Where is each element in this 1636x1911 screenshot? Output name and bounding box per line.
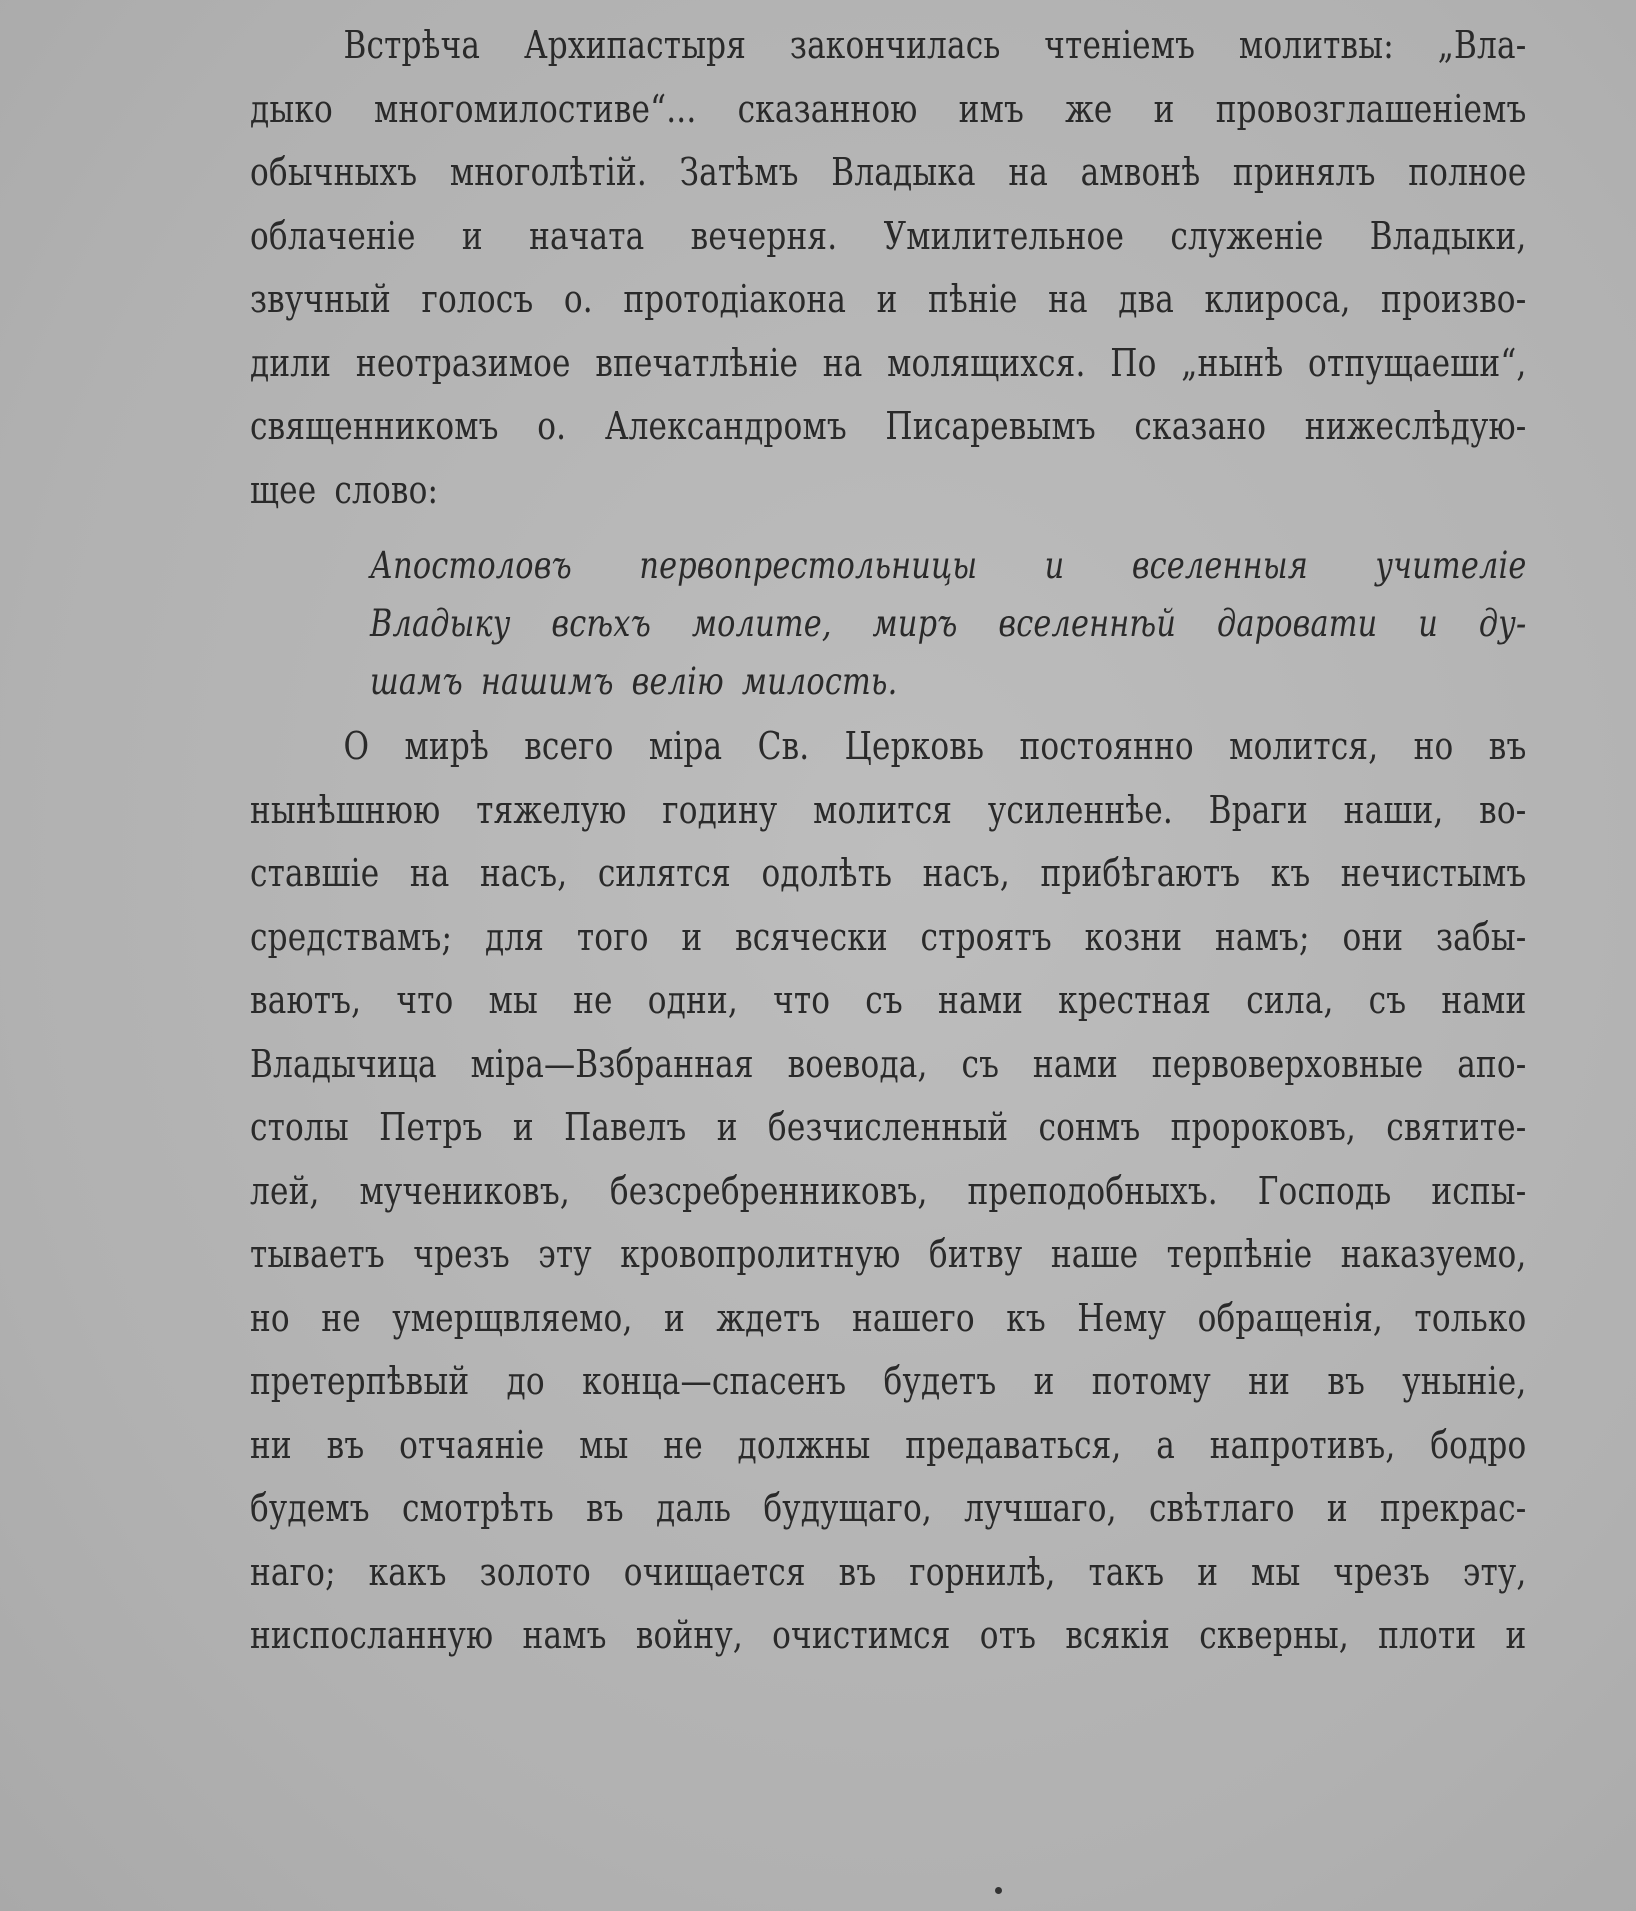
word: такъ bbox=[1088, 1549, 1165, 1594]
word: Затѣмъ bbox=[679, 150, 799, 194]
word: имъ bbox=[958, 86, 1024, 131]
word: средствамъ; bbox=[250, 914, 453, 959]
text-line bbox=[250, 1160, 1527, 1224]
word: безсребренниковъ, bbox=[609, 1168, 928, 1213]
word: нечистымъ bbox=[1340, 851, 1527, 895]
word: Писаревымъ bbox=[885, 404, 1096, 448]
word: впечатлѣніе bbox=[595, 340, 799, 385]
word: бодро bbox=[1430, 1422, 1527, 1467]
word: наказуемо, bbox=[1340, 1232, 1527, 1276]
word: тываетъ bbox=[250, 1232, 385, 1276]
word: ставшіе bbox=[250, 851, 380, 895]
word: и bbox=[663, 1295, 685, 1340]
word: молится bbox=[813, 787, 953, 832]
word: мирѣ bbox=[404, 724, 489, 768]
word: неотразимое bbox=[355, 340, 571, 385]
word: смотрѣть bbox=[401, 1486, 554, 1530]
word: же bbox=[1065, 86, 1113, 131]
word: намъ bbox=[522, 1613, 607, 1657]
text-line bbox=[250, 906, 1527, 970]
word: нами bbox=[938, 978, 1024, 1022]
word: строятъ bbox=[920, 914, 1052, 959]
word: и bbox=[876, 277, 898, 321]
word: съ bbox=[1368, 978, 1407, 1022]
word: золото bbox=[479, 1549, 591, 1594]
word: крестная bbox=[1058, 978, 1212, 1022]
word: наше bbox=[1050, 1232, 1139, 1276]
word: будетъ bbox=[883, 1359, 997, 1403]
word: звучный bbox=[250, 277, 391, 321]
text-line bbox=[250, 1477, 1527, 1541]
page-mark bbox=[995, 1887, 1002, 1894]
text-line bbox=[370, 595, 1526, 653]
word: намъ; bbox=[1214, 914, 1310, 959]
word: наго; bbox=[250, 1549, 336, 1594]
word: Петръ bbox=[379, 1105, 483, 1149]
text-line bbox=[250, 969, 1527, 1033]
text-line bbox=[250, 1287, 1527, 1351]
word: слово: bbox=[334, 467, 439, 512]
word: преподобныхъ. bbox=[967, 1168, 1218, 1213]
word: свѣтлаго bbox=[1148, 1486, 1295, 1530]
word: напротивъ, bbox=[1209, 1422, 1396, 1467]
word: первопрестольницы bbox=[639, 544, 978, 587]
text-line bbox=[250, 1604, 1527, 1668]
word: одолѣть bbox=[761, 851, 893, 895]
word: облаченіе bbox=[250, 213, 416, 258]
text-line bbox=[250, 842, 1527, 906]
word: принялъ bbox=[1232, 150, 1376, 194]
word: вселеннѣй bbox=[998, 602, 1177, 645]
word: и bbox=[681, 914, 703, 959]
word: сила, bbox=[1246, 978, 1334, 1022]
word: чтеніемъ bbox=[1044, 23, 1196, 67]
word: шамъ bbox=[370, 660, 463, 703]
word: того bbox=[576, 914, 649, 959]
word: два bbox=[1118, 277, 1175, 321]
word: Владыку bbox=[370, 602, 511, 645]
word: очистимся bbox=[772, 1613, 951, 1657]
word: дили bbox=[250, 340, 332, 385]
word: ду- bbox=[1478, 602, 1527, 645]
word: скверны, bbox=[1199, 1613, 1349, 1657]
word: испы- bbox=[1431, 1168, 1527, 1213]
word: и bbox=[1153, 86, 1175, 131]
word: уныніе, bbox=[1402, 1359, 1527, 1403]
word: безчисленный bbox=[767, 1105, 1009, 1149]
word: и bbox=[512, 1105, 534, 1149]
word: Церковь bbox=[844, 724, 985, 768]
word: силятся bbox=[597, 851, 731, 895]
word: умерщвляемо, bbox=[392, 1295, 633, 1340]
word: мы bbox=[579, 1422, 629, 1467]
word: очищается bbox=[623, 1549, 806, 1594]
word: для bbox=[484, 914, 545, 959]
text-line bbox=[250, 1223, 1527, 1287]
word: но bbox=[250, 1295, 290, 1340]
word: міра—Взбранная bbox=[470, 1041, 754, 1086]
word: на bbox=[1008, 150, 1049, 194]
word: священникомъ bbox=[250, 404, 499, 448]
word: всячески bbox=[735, 914, 888, 959]
epigraph-quote bbox=[370, 537, 1526, 711]
word: Враги bbox=[1208, 787, 1308, 832]
word: и bbox=[1033, 1359, 1055, 1403]
word: съ bbox=[865, 978, 903, 1022]
word: и bbox=[1326, 1486, 1348, 1530]
word: постоянно bbox=[1019, 724, 1194, 768]
word: будемъ bbox=[250, 1486, 370, 1530]
word: нами bbox=[1032, 1041, 1118, 1086]
word: Владыки, bbox=[1369, 213, 1527, 258]
word: амвонѣ bbox=[1080, 150, 1201, 194]
word: во- bbox=[1479, 787, 1527, 832]
word: „нынѣ bbox=[1181, 340, 1284, 385]
word: къ bbox=[1006, 1295, 1046, 1340]
text-line bbox=[250, 459, 1527, 523]
word: вечерня. bbox=[690, 213, 838, 258]
text-line bbox=[250, 779, 1527, 843]
word: не bbox=[573, 978, 613, 1022]
word: Александромъ bbox=[604, 404, 847, 448]
word: сказанною bbox=[737, 86, 918, 131]
word: отчаяніе bbox=[399, 1422, 545, 1467]
word: эту, bbox=[1462, 1549, 1527, 1594]
text-line bbox=[250, 1541, 1527, 1605]
word: эту bbox=[538, 1232, 592, 1276]
word: многомилостиве“... bbox=[373, 86, 697, 131]
word: Павелъ bbox=[564, 1105, 687, 1149]
word: провозглашеніемъ bbox=[1215, 86, 1527, 131]
word: лей, bbox=[250, 1168, 320, 1213]
word: отъ bbox=[979, 1613, 1037, 1657]
word: и bbox=[1418, 602, 1438, 645]
word: съ bbox=[961, 1041, 1000, 1086]
word: отпущаеши“, bbox=[1308, 340, 1527, 385]
word: что bbox=[396, 978, 454, 1022]
word: о. bbox=[537, 404, 567, 448]
word: обращенія, bbox=[1197, 1295, 1383, 1340]
word: а bbox=[1156, 1422, 1175, 1467]
word: какъ bbox=[368, 1549, 447, 1594]
word: столы bbox=[250, 1105, 349, 1149]
word: насъ, bbox=[922, 851, 1010, 895]
word: забы- bbox=[1436, 914, 1527, 959]
word: Св. bbox=[757, 724, 810, 768]
word: и bbox=[716, 1105, 738, 1149]
word: Владыка bbox=[831, 150, 976, 194]
word: чрезъ bbox=[413, 1232, 510, 1276]
word: всего bbox=[524, 724, 614, 768]
word: миръ bbox=[872, 602, 958, 645]
word: молите, bbox=[691, 602, 832, 645]
word: мучениковъ, bbox=[359, 1168, 570, 1213]
word: не bbox=[663, 1422, 703, 1467]
word: мы bbox=[1251, 1549, 1301, 1594]
word: нашего bbox=[851, 1295, 975, 1340]
word: и bbox=[461, 213, 483, 258]
word: дыко bbox=[250, 86, 333, 131]
text-line bbox=[250, 141, 1527, 205]
word: одни, bbox=[647, 978, 738, 1022]
word: претерпѣвый bbox=[250, 1359, 470, 1403]
word: но bbox=[1413, 724, 1454, 768]
word: міра bbox=[648, 724, 723, 768]
word: въ bbox=[326, 1422, 365, 1467]
word: въ bbox=[1488, 724, 1527, 768]
word: въ bbox=[838, 1549, 877, 1594]
word: ваютъ, bbox=[250, 978, 362, 1022]
word: пѣніе bbox=[928, 277, 1018, 321]
word: даровати bbox=[1216, 602, 1378, 645]
word: должны bbox=[737, 1422, 871, 1467]
word: произво- bbox=[1381, 277, 1527, 321]
word: милость. bbox=[741, 660, 898, 703]
text-line bbox=[370, 537, 1526, 595]
text-line bbox=[370, 653, 1526, 711]
word: ниспосланную bbox=[250, 1613, 494, 1657]
word: войну, bbox=[635, 1613, 743, 1657]
word: плоти bbox=[1378, 1613, 1477, 1657]
text-line bbox=[250, 1414, 1527, 1478]
word: нашимъ bbox=[480, 660, 614, 703]
word: молитвы: bbox=[1238, 23, 1394, 67]
word: святите- bbox=[1386, 1105, 1527, 1149]
word: до bbox=[506, 1359, 545, 1403]
word: что bbox=[773, 978, 831, 1022]
word: клироса, bbox=[1204, 277, 1351, 321]
word: на bbox=[822, 340, 863, 385]
word: и bbox=[1197, 1549, 1219, 1594]
word: пророковъ, bbox=[1170, 1105, 1357, 1149]
word: О bbox=[343, 724, 370, 768]
word: нынѣшнюю bbox=[250, 787, 441, 832]
word: битву bbox=[928, 1232, 1023, 1276]
word: нижеслѣдую- bbox=[1304, 404, 1527, 448]
word: щее bbox=[250, 467, 317, 512]
word: многолѣтій. bbox=[449, 150, 647, 194]
word: Апостоловъ bbox=[370, 544, 572, 587]
word: Архипастыря bbox=[523, 23, 747, 67]
word: насъ, bbox=[479, 851, 568, 895]
word: не bbox=[321, 1295, 361, 1340]
word: ни bbox=[250, 1422, 292, 1467]
word: Владычица bbox=[250, 1041, 437, 1086]
word: молящихся. bbox=[887, 340, 1086, 385]
word: лучшаго, bbox=[964, 1486, 1117, 1530]
word: Нему bbox=[1077, 1295, 1167, 1340]
word: воевода, bbox=[787, 1041, 928, 1086]
word: наши, bbox=[1343, 787, 1444, 832]
word: на bbox=[1048, 277, 1088, 321]
word: вселенныя bbox=[1131, 544, 1308, 587]
word: начата bbox=[529, 213, 645, 258]
text-line bbox=[250, 332, 1527, 396]
word: кровопролитную bbox=[620, 1232, 901, 1276]
text-line bbox=[250, 395, 1527, 459]
word: Умилительное bbox=[883, 213, 1125, 258]
word: и bbox=[1044, 544, 1065, 587]
text-line bbox=[250, 1350, 1527, 1414]
word: конца—спасенъ bbox=[582, 1359, 847, 1403]
word: Господь bbox=[1257, 1168, 1392, 1213]
word: къ bbox=[1270, 851, 1311, 895]
word: тяжелую bbox=[476, 787, 627, 832]
word: и bbox=[1505, 1613, 1527, 1657]
paragraph-opening bbox=[250, 14, 1526, 522]
word: сказано bbox=[1134, 404, 1267, 448]
word: прибѣгаютъ bbox=[1040, 851, 1241, 895]
word: горнилѣ, bbox=[909, 1549, 1056, 1594]
word: на bbox=[409, 851, 450, 895]
word: годину bbox=[662, 787, 778, 832]
word: предаваться, bbox=[905, 1422, 1122, 1467]
word: молится, bbox=[1229, 724, 1379, 768]
word: они bbox=[1342, 914, 1404, 959]
word: голосъ bbox=[421, 277, 534, 321]
text-line bbox=[250, 268, 1527, 332]
word: „Вла- bbox=[1437, 23, 1527, 67]
text-line bbox=[250, 1033, 1527, 1097]
word: протодіакона bbox=[623, 277, 847, 321]
word: будущаго, bbox=[763, 1486, 932, 1530]
text-line bbox=[250, 715, 1527, 779]
word: первоверховные bbox=[1151, 1041, 1424, 1086]
word: ни bbox=[1248, 1359, 1291, 1403]
word: апо- bbox=[1457, 1041, 1527, 1086]
word: всякія bbox=[1065, 1613, 1171, 1657]
word: служеніе bbox=[1170, 213, 1324, 258]
word: всѣхъ bbox=[551, 602, 651, 645]
word: о. bbox=[563, 277, 593, 321]
word: сонмъ bbox=[1038, 1105, 1141, 1149]
text-line bbox=[250, 205, 1527, 269]
word: чрезъ bbox=[1333, 1549, 1430, 1594]
word: только bbox=[1414, 1295, 1527, 1340]
word: въ bbox=[586, 1486, 624, 1530]
word: прекрас- bbox=[1380, 1486, 1527, 1530]
word: учителіе bbox=[1375, 544, 1527, 587]
word: полное bbox=[1408, 150, 1527, 194]
word: нами bbox=[1441, 978, 1527, 1022]
word: обычныхъ bbox=[250, 150, 418, 194]
text-line bbox=[250, 78, 1527, 142]
word: усиленнѣе. bbox=[987, 787, 1173, 832]
word: козни bbox=[1084, 914, 1183, 959]
word: ждетъ bbox=[716, 1295, 821, 1340]
word: закончилась bbox=[789, 23, 1001, 67]
text-line bbox=[250, 1096, 1527, 1160]
word: даль bbox=[655, 1486, 732, 1530]
word: въ bbox=[1327, 1359, 1366, 1403]
word: велію bbox=[631, 660, 724, 703]
word: мы bbox=[488, 978, 538, 1022]
text-line bbox=[250, 14, 1527, 78]
word: потому bbox=[1091, 1359, 1211, 1403]
word: По bbox=[1110, 340, 1157, 385]
word: терпѣніе bbox=[1166, 1232, 1313, 1276]
paragraph-sermon bbox=[250, 715, 1526, 1668]
word: Встрѣча bbox=[343, 23, 481, 67]
